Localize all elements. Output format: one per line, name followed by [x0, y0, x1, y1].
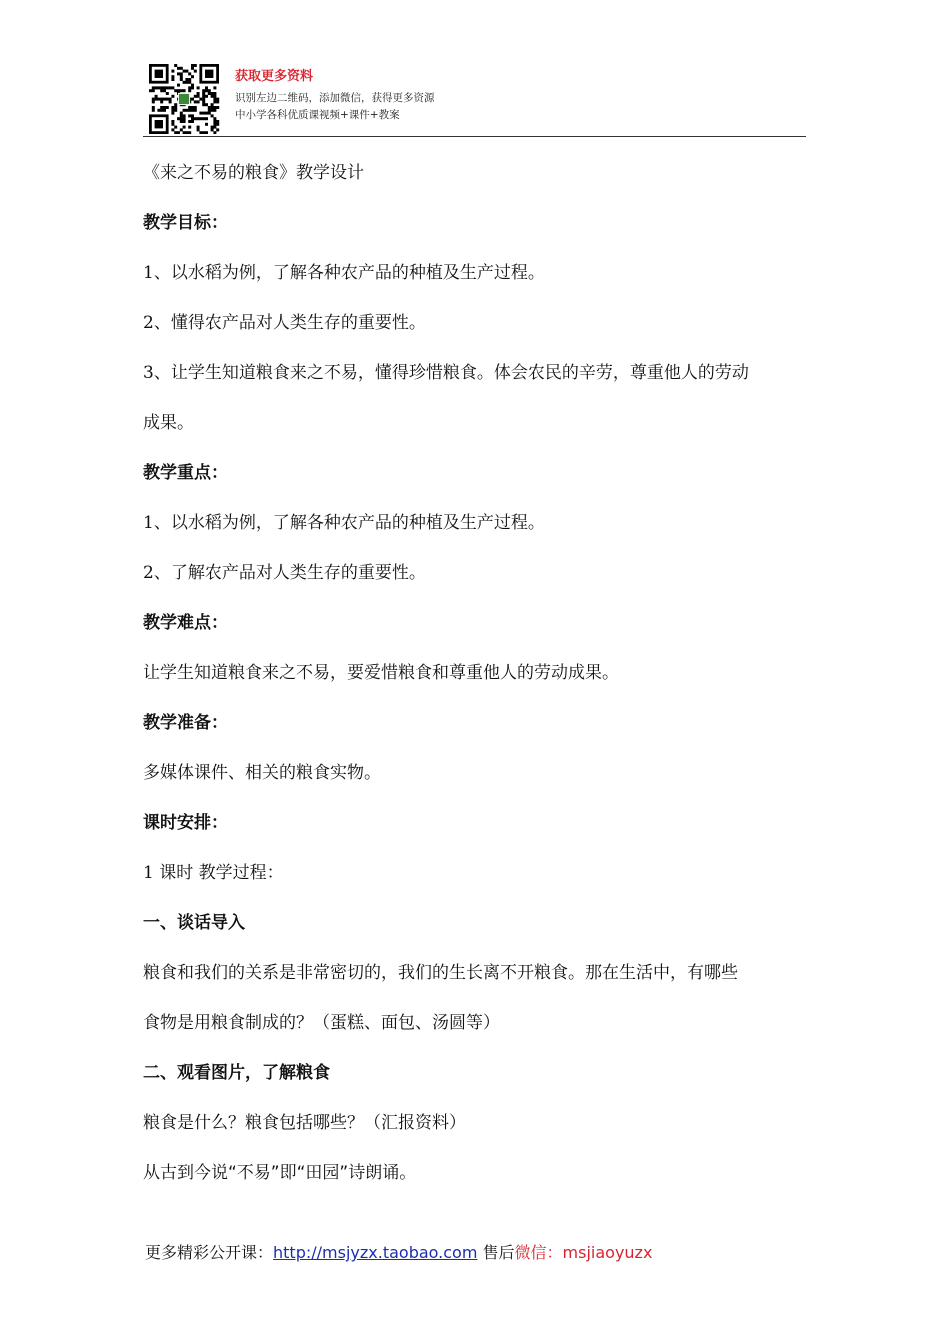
goal-item-3	[143, 361, 813, 386]
section-2-paragraph-1: 粮食是什么？粮食包括哪些？（汇报资料）	[143, 1113, 466, 1133]
page-header	[143, 64, 806, 138]
section-2-paragraph-2: 从古到今说“不易”即“田园”诗朗诵。	[143, 1163, 417, 1183]
schedule-text	[143, 861, 813, 886]
section-1-paragraph-2: 食物是用粮食制成的？（蛋糕、面包、汤圆等）	[143, 1013, 500, 1033]
key-item-2	[143, 561, 813, 586]
section-1-heading: 一、谈话导入	[143, 913, 245, 933]
header-line-2: 中小学各科优质课视频+课件+教案	[235, 109, 400, 121]
goal-3-number: 3	[143, 363, 154, 383]
goal-2-number: 2	[143, 313, 154, 333]
header-line-1: 识别左边二维码，添加微信，获得更多资源	[235, 92, 435, 104]
header-divider	[143, 136, 806, 137]
goal-item-2	[143, 311, 813, 336]
key-item-1	[143, 511, 813, 536]
goal-1-text: 、以水稻为例，了解各种农产品的种植及生产过程。	[153, 263, 545, 283]
goal-3-text: 、让学生知道粮食来之不易，懂得珍惜粮食。体会农民的辛劳，尊重他人的劳动	[153, 363, 749, 383]
schedule-heading: 课时安排：	[143, 813, 228, 833]
key-2-number: 2	[143, 563, 154, 583]
goals-heading: 教学目标：	[143, 213, 228, 233]
schedule-number: 1	[143, 863, 154, 883]
preparation-heading: 教学准备：	[143, 713, 228, 733]
goal-2-text: 、懂得农产品对人类生存的重要性。	[153, 313, 426, 333]
header-title: 获取更多资料	[235, 69, 314, 84]
key-2-text: 、了解农产品对人类生存的重要性。	[153, 563, 426, 583]
qr-code-icon	[143, 64, 225, 134]
key-1-text: 、以水稻为例，了解各种农产品的种植及生产过程。	[153, 513, 545, 533]
footer-wechat-label: 微信：	[514, 1243, 563, 1262]
preparation-text: 多媒体课件、相关的粮食实物。	[143, 763, 381, 783]
section-2-heading: 二、观看图片，了解粮食	[143, 1063, 330, 1083]
footer-wechat-id: msjiaoyuzx	[562, 1243, 653, 1262]
goal-item-1	[143, 261, 813, 286]
difficulty-heading: 教学难点：	[143, 613, 228, 633]
doc-title: 《来之不易的粮食》教学设计	[143, 163, 364, 183]
section-1-paragraph-1: 粮食和我们的关系是非常密切的，我们的生长离不开粮食。那在生活中，有哪些	[143, 963, 738, 983]
schedule-label: 课时 教学过程：	[159, 863, 284, 883]
header-text	[235, 68, 435, 124]
footer-link[interactable]: http://msjyzx.taobao.com	[273, 1243, 478, 1262]
footer-after: 售后	[477, 1243, 515, 1262]
difficulty-text: 让学生知道粮食来之不易，要爱惜粮食和尊重他人的劳动成果。	[143, 663, 619, 683]
goal-item-3-continued: 成果。	[143, 413, 194, 433]
footer-prefix: 更多精彩公开课：	[145, 1243, 274, 1262]
goal-1-number: 1	[143, 263, 154, 283]
key-points-heading: 教学重点：	[143, 463, 228, 483]
page-footer	[145, 1242, 652, 1264]
document-body	[143, 161, 813, 1211]
key-1-number: 1	[143, 513, 154, 533]
